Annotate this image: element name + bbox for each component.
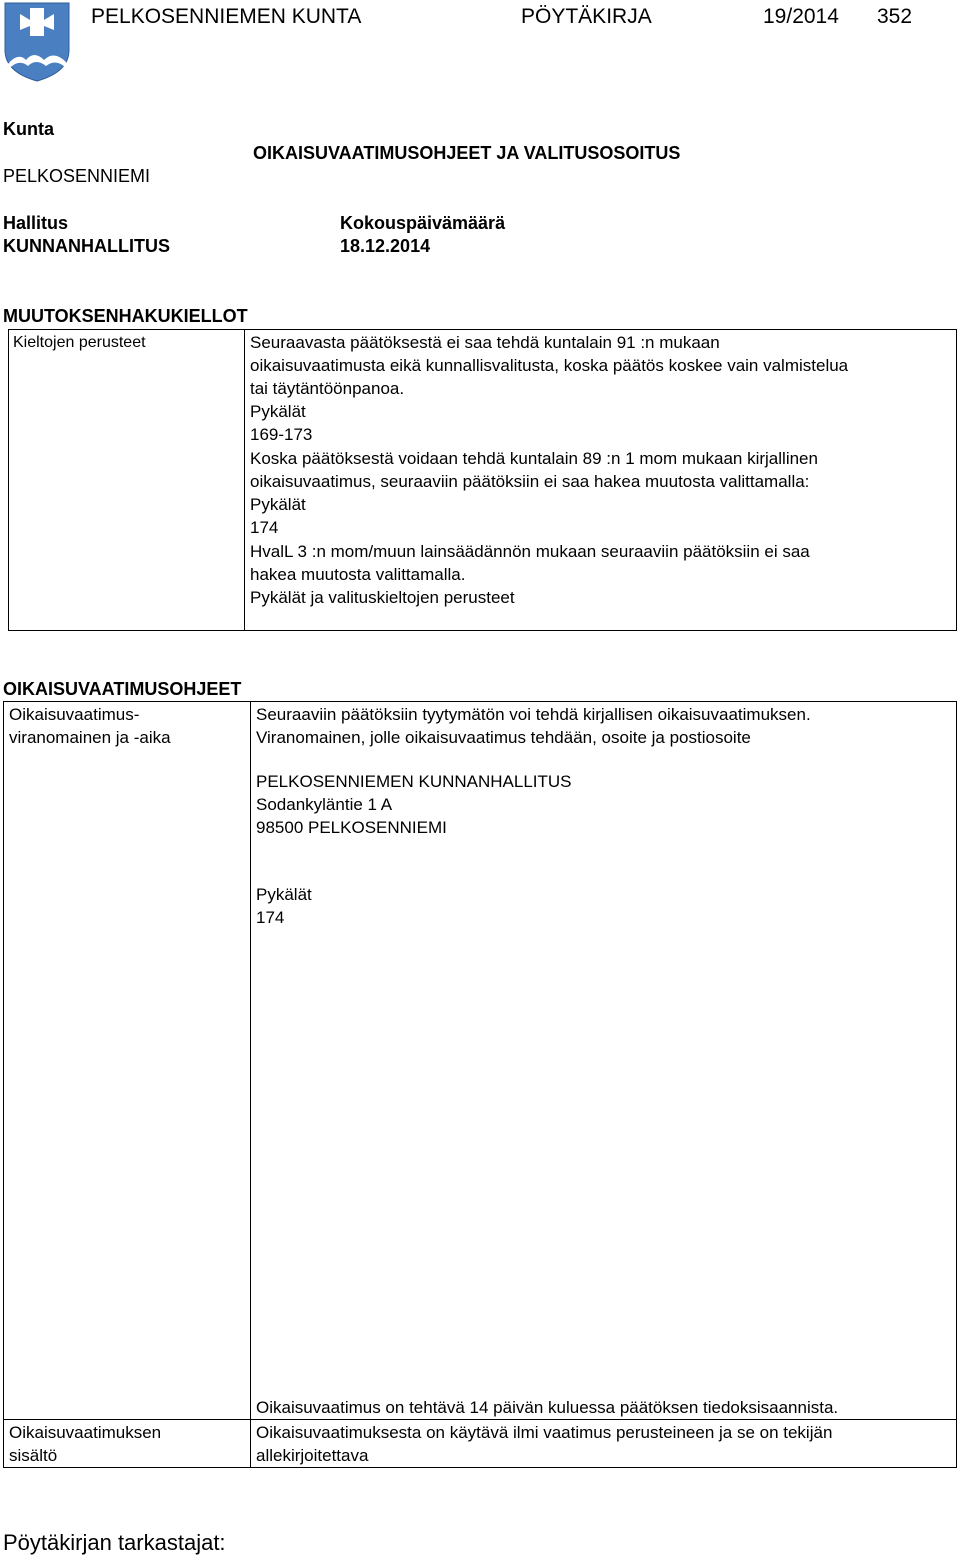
row1-left-line: viranomainen ja -aika bbox=[9, 728, 171, 747]
para1-sections: 169-173 bbox=[250, 425, 313, 444]
document-title: OIKAISUVAATIMUSOHJEET JA VALITUSOSOITUS bbox=[253, 143, 681, 163]
header-doc-type: PÖYTÄKIRJA bbox=[521, 5, 652, 28]
restrictions-para1-line: Seuraavasta päätöksestä ei saa tehdä kuntalain 91 :n mukaan bbox=[250, 333, 720, 352]
row1-left-label bbox=[9, 703, 171, 749]
address-line: Sodankyläntie 1 A bbox=[256, 795, 393, 814]
address-line: PELKOSENNIEMEN KUNNANHALLITUS bbox=[256, 772, 572, 791]
address-line: 98500 PELKOSENNIEMI bbox=[256, 818, 447, 837]
restrictions-para1-line: tai täytäntöönpanoa. bbox=[250, 379, 405, 398]
hallitus-label: Hallitus bbox=[3, 213, 69, 233]
authority-address bbox=[256, 770, 572, 839]
restrictions-left-label: Kieltojen perusteet bbox=[13, 334, 146, 351]
restrictions-para3-line: hakea muutosta valittamalla. bbox=[250, 565, 466, 584]
deadline-text: Oikaisuvaatimus on tehtävä 14 päivän kuluessa päätöksen tiedoksisaannista. bbox=[256, 1398, 839, 1417]
row2-text-line: Oikaisuvaatimuksesta on käytävä ilmi vaatimus perusteineen ja se on tekijän bbox=[256, 1423, 833, 1442]
kunta-value: PELKOSENNIEMI bbox=[3, 166, 151, 186]
date-label: Kokouspäivämäärä bbox=[340, 213, 506, 233]
para2-sections: 174 bbox=[250, 518, 279, 537]
para2-sections-label: Pykälät bbox=[250, 495, 306, 514]
row1-text-line: Viranomainen, jolle oikaisuvaatimus tehdään, osoite ja postiosoite bbox=[256, 728, 751, 747]
row1-left-line: Oikaisuvaatimus- bbox=[9, 705, 140, 724]
restrictions-heading: MUUTOKSENHAKUKIELLOT bbox=[3, 306, 248, 326]
row-separator bbox=[3, 1419, 957, 1420]
instructions-divider bbox=[250, 701, 251, 1468]
kunta-label: Kunta bbox=[3, 119, 54, 139]
restrictions-divider bbox=[244, 329, 245, 631]
row2-left-line: sisältö bbox=[9, 1446, 58, 1465]
row2-left-line: Oikaisuvaatimuksen bbox=[9, 1423, 162, 1442]
instructions-sections-label: Pykälät bbox=[256, 885, 312, 904]
restrictions-para1-line: oikaisuvaatimusta eikä kunnallisvalitusta, koska päätös koskee vain valmistelua bbox=[250, 356, 849, 375]
row2-text bbox=[256, 1421, 832, 1467]
row2-text-line: allekirjoitettava bbox=[256, 1446, 369, 1465]
row1-text-line: Seuraaviin päätöksiin tyytymätön voi tehdä kirjallisen oikaisuvaatimuksen. bbox=[256, 705, 811, 724]
restrictions-para3-footer: Pykälät ja valituskieltojen perusteet bbox=[250, 588, 515, 607]
instructions-heading: OIKAISUVAATIMUSOHJEET bbox=[3, 679, 242, 699]
para1-sections-label: Pykälät bbox=[250, 402, 306, 421]
header-municipality: PELKOSENNIEMEN KUNTA bbox=[91, 5, 362, 28]
restrictions-para2-line: Koska päätöksestä voidaan tehdä kuntalain 89 :n 1 mom mukaan kirjallinen bbox=[250, 449, 818, 468]
restrictions-content bbox=[250, 331, 848, 446]
row2-left-label bbox=[9, 1421, 161, 1467]
restrictions-para3 bbox=[250, 540, 810, 609]
reviewers-label: Pöytäkirjan tarkastajat: bbox=[3, 1530, 226, 1555]
restrictions-para2-line: oikaisuvaatimus, seuraaviin päätöksiin ei saa hakea muutosta valittamalla: bbox=[250, 472, 810, 491]
instructions-sections bbox=[256, 883, 312, 929]
hallitus-value: KUNNANHALLITUS bbox=[3, 236, 170, 256]
instructions-sections-value: 174 bbox=[256, 908, 285, 927]
row1-text bbox=[256, 703, 811, 749]
header-issue: 19/2014 bbox=[763, 5, 839, 28]
coat-of-arms-logo bbox=[4, 2, 70, 82]
restrictions-para3-line: HvalL 3 :n mom/muun lainsäädännön mukaan seuraaviin päätöksiin ei saa bbox=[250, 542, 810, 561]
header-page-number: 352 bbox=[877, 5, 913, 28]
date-value: 18.12.2014 bbox=[340, 236, 431, 256]
restrictions-para2 bbox=[250, 447, 818, 539]
